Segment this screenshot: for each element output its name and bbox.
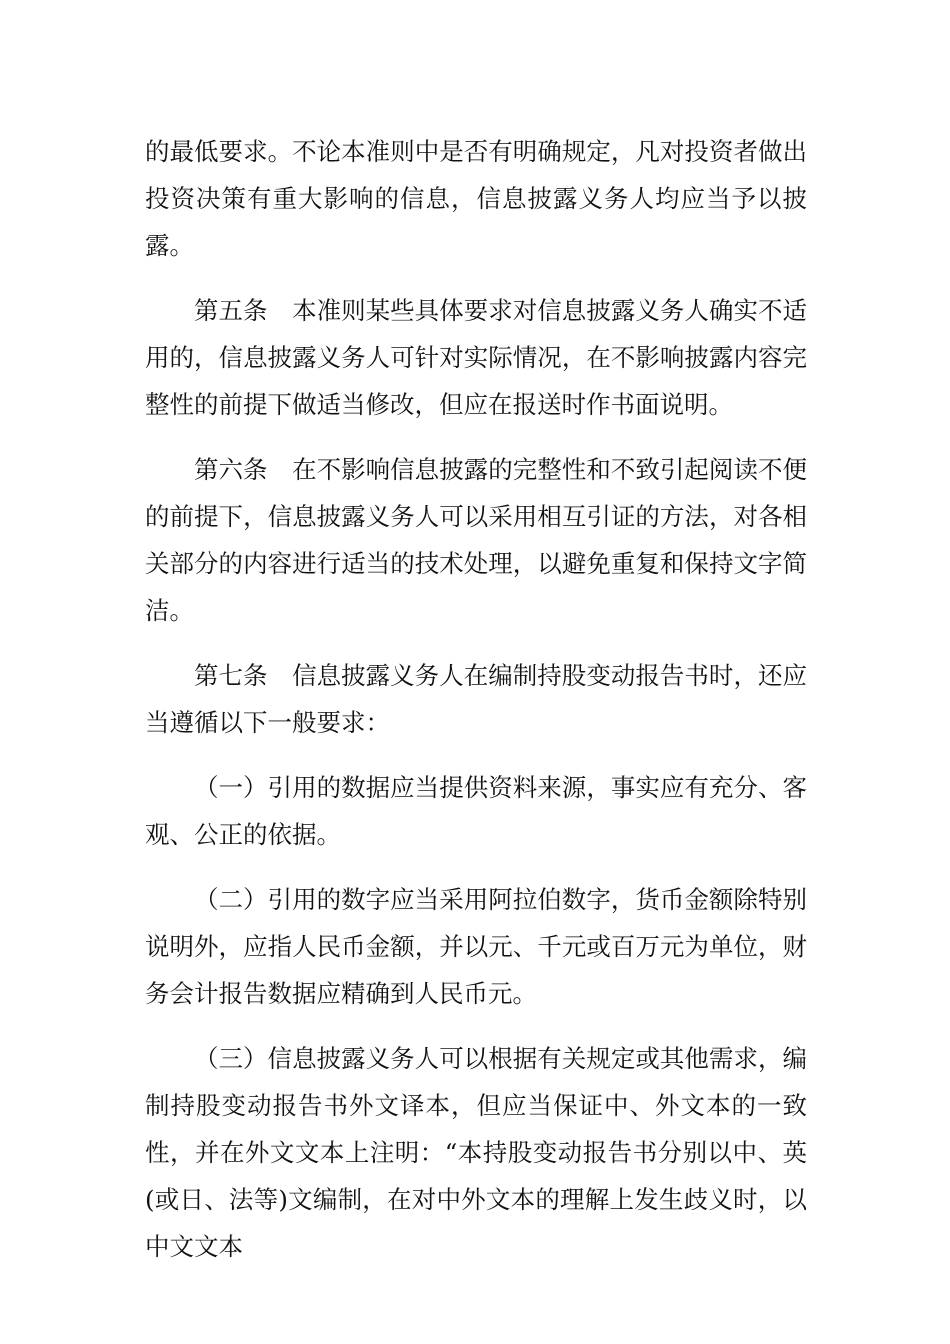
paragraph-item-1: （一）引用的数据应当提供资料来源，事实应有充分、客观、公正的依据。	[145, 773, 807, 849]
paragraph-continuation: 的最低要求。不论本准则中是否有明确规定，凡对投资者做出投资决策有重大影响的信息，信息披露义务人均应当予以披露。	[145, 137, 807, 260]
paragraph-item-3: （三）信息披露义务人可以根据有关规定或其他需求，编制持股变动报告书外文译本，但应当保证中、外文本的一致性，并在外文文本上注明：“本持股变动报告书分别以中、英(或日、法等)文编制，在对中外文本的理解上发生歧义时，以中文文本	[145, 1044, 807, 1261]
paragraph-article-6: 第六条 在不影响信息披露的完整性和不致引起阅读不便的前提下，信息披露义务人可以采用相互引证的方法，对各相关部分的内容进行适当的技术处理，以避免重复和保持文字简洁。	[145, 455, 807, 625]
paragraph-item-2: （二）引用的数字应当采用阿拉伯数字，货币金额除特别说明外，应指人民币金额，并以元、千元或百万元为单位，财务会计报告数据应精确到人民币元。	[145, 885, 807, 1008]
paragraph-article-7: 第七条 信息披露义务人在编制持股变动报告书时，还应当遵循以下一般要求：	[145, 661, 807, 737]
paragraph-article-5: 第五条 本准则某些具体要求对信息披露义务人确实不适用的，信息披露义务人可针对实际情况，在不影响披露内容完整性的前提下做适当修改，但应在报送时作书面说明。	[145, 296, 807, 419]
document-body	[145, 128, 807, 1288]
